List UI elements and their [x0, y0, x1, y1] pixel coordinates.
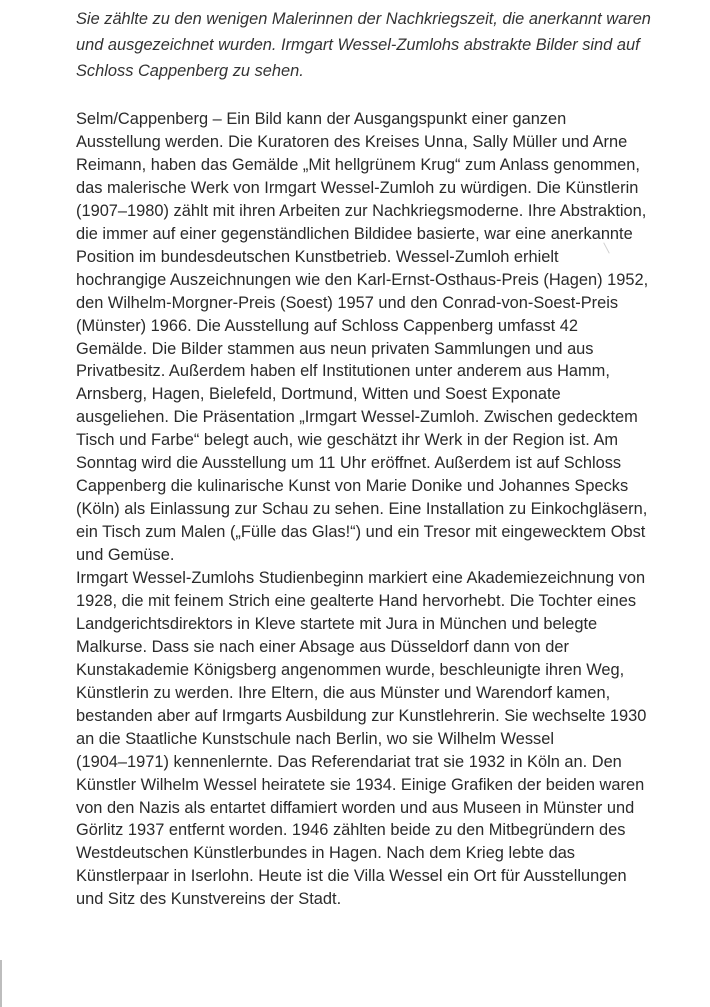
body-line: Künstler Wilhelm Wessel heiratete sie 1934. Einige Grafiken der beiden waren [76, 775, 645, 794]
body-line: an die Staatliche Kunstschule nach Berlin, wo sie Wilhelm Wessel [76, 729, 554, 748]
lead-line: Schloss Cappenberg zu sehen. [76, 62, 304, 80]
body-line: Selm/Cappenberg – Ein Bild kann der Ausgangspunkt einer ganzen [76, 110, 567, 128]
body-line: Landgerichtsdirektors in Kleve startete mit Jura in München und belegte [76, 614, 598, 633]
body-line: Position im bundesdeutschen Kunstbetrieb. Wessel-Zumloh erhielt [76, 247, 559, 266]
body-line: Ausstellung werden. Die Kuratoren des Kreises Unna, Sally Müller und Arne [76, 132, 628, 151]
body-line: ein Tisch zum Malen („Fülle das Glas!“) und ein Tresor mit eingewecktem Obst [76, 523, 646, 542]
body-line: (1907–1980) zählt mit ihren Arbeiten zur Nachkriegsmoderne. Ihre Abstraktion, [76, 201, 647, 220]
scan-edge-mark [0, 960, 2, 1007]
body-line: Malkurse. Dass sie nach einer Absage aus Düsseldorf dann von der [76, 637, 569, 656]
body-line: ausgeliehen. Die Präsentation „Irmgart Wessel-Zumloh. Zwischen gedecktem [76, 408, 638, 427]
body-line: Privatbesitz. Außerdem haben elf Institutionen unter anderem aus Hamm, [76, 362, 610, 381]
body-line: Reimann, haben das Gemälde „Mit hellgrünem Krug“ zum Anlass genommen, [76, 155, 640, 174]
scan-artifact-mark [603, 242, 610, 253]
body-line: (Köln) als Einlassung zur Schau zu sehen. Eine Installation zu Einkochgläsern, [76, 500, 648, 519]
body-line: 1928, die mit feinem Strich eine gealterte Hand hervorhebt. Die Tochter eines [76, 591, 637, 610]
body-line: Künstlerpaar in Iserlohn. Heute ist die Villa Wessel ein Ort für Ausstellungen [76, 867, 627, 886]
body-line: den Wilhelm-Morgner-Preis (Soest) 1957 und den Conrad-von-Soest-Preis [76, 293, 619, 312]
body-line: die immer auf einer gegenständlichen Bildidee basierte, war eine anerkannte [76, 224, 633, 243]
body-line: Sonntag wird die Ausstellung um 11 Uhr eröffnet. Außerdem ist auf Schloss [76, 454, 622, 473]
body-line: hochrangige Auszeichnungen wie den Karl-Ernst-Osthaus-Preis (Hagen) 1952, [76, 270, 649, 289]
body-line: Künstlerin zu werden. Ihre Eltern, die aus Münster und Warendorf kamen, [76, 683, 611, 702]
body-line: Arnsberg, Hagen, Bielefeld, Dortmund, Witten und Soest Exponate [76, 385, 561, 404]
body-line: (Münster) 1966. Die Ausstellung auf Schloss Cappenberg umfasst 42 [76, 316, 579, 335]
body-line: Irmgart Wessel-Zumlohs Studienbeginn markiert eine Akademiezeichnung von [76, 569, 646, 587]
body-line: Görlitz 1937 entfernt worden. 1946 zählten beide zu den Mitbegründern des [76, 821, 626, 840]
body-line: bestanden aber auf Irmgarts Ausbildung zur Kunstlehrerin. Sie wechselte 1930 [76, 706, 647, 725]
body-line: Westdeutschen Künstlerbundes in Hagen. Nach dem Krieg lebte das [76, 844, 576, 863]
body-line: und Gemüse. [76, 546, 175, 565]
body-line: (1904–1971) kennenlernte. Das Referendariat trat sie 1932 in Köln an. Den [76, 752, 622, 771]
lead-line: und ausgezeichnet wurden. Irmgart Wessel-Zumlohs abstrakte Bilder sind auf [76, 36, 640, 54]
body-line: Tisch und Farbe“ belegt auch, wie geschätzt ihr Werk in der Region ist. Am [76, 431, 619, 450]
body-line: Cappenberg die kulinarische Kunst von Marie Donike und Johannes Specks [76, 477, 629, 496]
lead-line: Sie zählte zu den wenigen Malerinnen der Nachkriegszeit, die anerkannt waren [76, 10, 651, 28]
body-line: von den Nazis als entartet diffamiert worden und aus Museen in Münster und [76, 798, 635, 817]
body-line: Gemälde. Die Bilder stammen aus neun privaten Sammlungen und aus [76, 339, 594, 358]
body-line: Kunstakademie Königsberg angenommen wurde, beschleunigte ihren Weg, [76, 660, 625, 679]
body-line: das malerische Werk von Irmgart Wessel-Zumloh zu würdigen. Die Künstlerin [76, 178, 639, 197]
body-line: und Sitz des Kunstvereins der Stadt. [76, 890, 342, 909]
